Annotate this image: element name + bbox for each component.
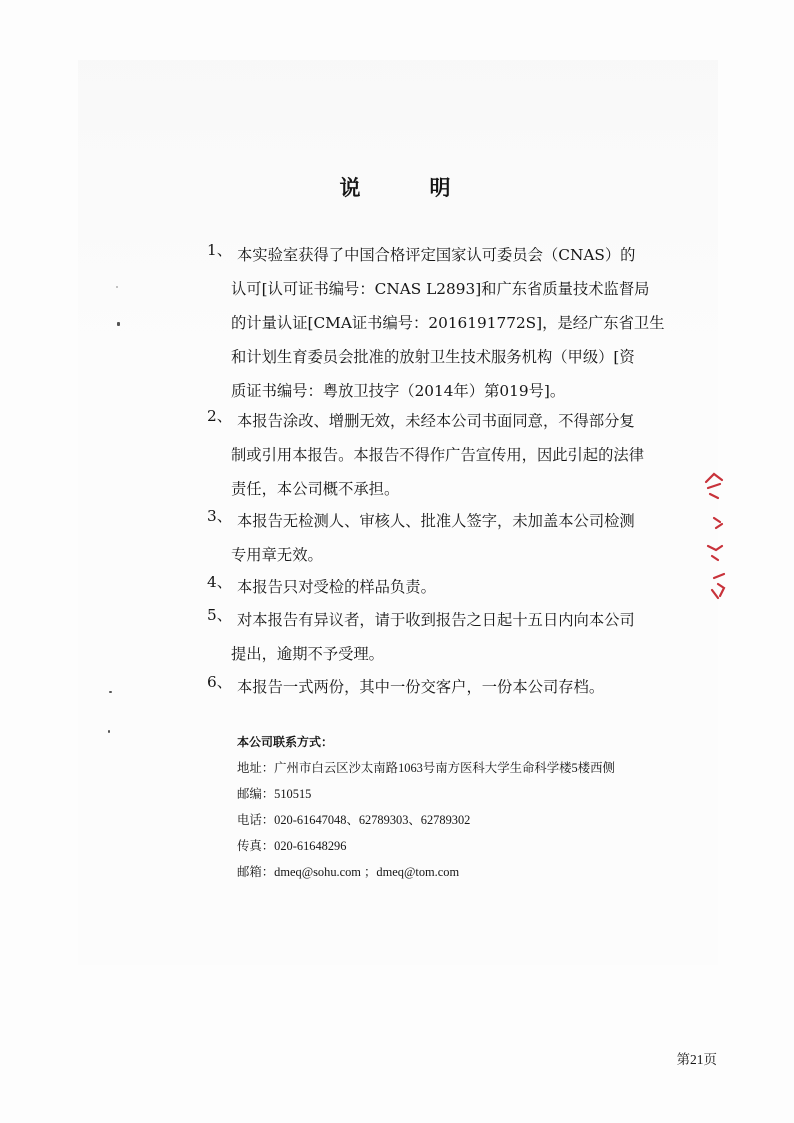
item-number: 4、 <box>207 573 233 591</box>
list-item <box>207 404 647 506</box>
item-text-line: 制或引用本报告。本报告不得作广告宣传用，因此引起的法律 <box>231 446 645 464</box>
scan-speck <box>116 286 118 288</box>
contact-block <box>237 729 615 885</box>
item-text-line: 的计量认证[CMA证书编号：2016191772S]，是经广东省卫生 <box>231 314 665 332</box>
scan-speck <box>108 730 110 733</box>
item-number: 2、 <box>207 407 233 425</box>
item-text-line: 提出，逾期不予受理。 <box>231 645 384 663</box>
list-item <box>207 504 647 572</box>
item-number: 1、 <box>207 241 233 259</box>
item-text-line: 认可[认可证书编号：CNAS L2893]和广东省质量技术监督局 <box>231 280 650 298</box>
item-text-line: 责任，本公司概不承担。 <box>231 480 400 498</box>
partial-seal-stamp <box>700 468 730 608</box>
item-text-line: 本报告涂改、增删无效，未经本公司书面同意，不得部分复 <box>237 412 635 430</box>
item-text-line: 专用章无效。 <box>231 546 323 564</box>
contact-phone: 电话：020-61647048、62789303、62789302 <box>237 813 471 827</box>
scan-speck <box>109 691 112 693</box>
contact-address: 地址：广州市白云区沙太南路1063号南方医科大学生命科学楼5楼西侧 <box>237 761 615 775</box>
list-item <box>207 603 647 671</box>
contact-email: 邮箱：dmeq@sohu.com ；dmeq@tom.com <box>237 865 460 879</box>
item-text-line: 对本报告有异议者，请于收到报告之日起十五日内向本公司 <box>237 611 635 629</box>
page-number: 第21页 <box>676 1052 717 1067</box>
item-number: 6、 <box>207 673 233 691</box>
item-number: 5、 <box>207 606 233 624</box>
list-item <box>207 670 647 704</box>
page-title: 说 明 <box>339 176 475 200</box>
item-text-line: 本报告只对受检的样品负责。 <box>237 578 436 596</box>
item-text-line: 本报告一式两份，其中一份交客户，一份本公司存档。 <box>237 678 605 696</box>
item-text-line: 本报告无检测人、审核人、批准人签字，未加盖本公司检测 <box>237 512 635 530</box>
item-number: 3、 <box>207 507 233 525</box>
scan-speck <box>117 322 120 326</box>
item-text-line: 本实验室获得了中国合格评定国家认可委员会（CNAS）的 <box>237 246 636 264</box>
item-text-line: 质证书编号：粤放卫技字（2014年）第019号]。 <box>231 382 566 400</box>
list-item <box>207 570 647 604</box>
contact-postcode: 邮编：510515 <box>237 787 312 801</box>
list-item <box>207 238 665 408</box>
item-text-line: 和计划生育委员会批准的放射卫生技术服务机构（甲级）[资 <box>231 348 635 366</box>
contact-fax: 传真：020-61648296 <box>237 839 347 853</box>
contact-heading: 本公司联系方式： <box>237 735 334 749</box>
